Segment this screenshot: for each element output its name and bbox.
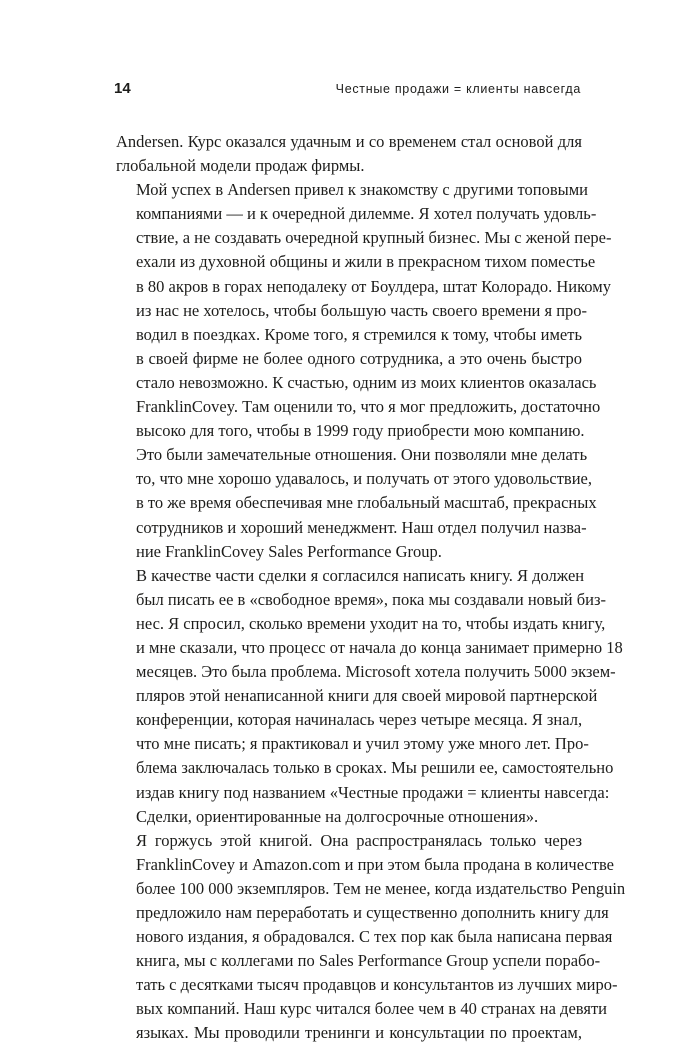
text-line: FranklinCovey и Amazon.com и при этом была продана в количестве <box>136 854 614 874</box>
text-line: ехали из духовной общины и жили в прекрасном тихом поместье <box>136 252 596 272</box>
text-line: вых компаний. Наш курс читался более чем в 40 странах на девяти <box>136 999 607 1019</box>
text-line: языках. Мы проводили тренинги и консультации по проектам, <box>136 1023 582 1043</box>
paragraph-3 <box>116 564 623 829</box>
text-line: в то же время обеспечивая мне глобальный масштаб, прекрасных <box>136 493 597 513</box>
text-line: нес. Я спросил, сколько времени уходит на то, чтобы издать книгу, <box>136 613 606 633</box>
text-line: книга, мы с коллегами по Sales Performance Group успели порабо- <box>136 951 601 971</box>
text-line: месяцев. Это была проблема. Microsoft хотела получить 5000 экзем- <box>136 662 616 682</box>
paragraph-4 <box>116 829 626 1046</box>
text-line: нового издания, я обрадовался. С тех пор как была написана первая <box>136 927 613 947</box>
text-line: Я горжусь этой книгой. Она распространялась только через <box>136 830 582 850</box>
text-line: стало невозможно. К счастью, одним из моих клиентов оказалась <box>136 372 597 392</box>
text-line: был писать ее в «свободное время», пока мы создавали новый биз- <box>136 589 607 609</box>
text-line: и мне сказали, что процесс от начала до конца занимает примерно 18 <box>136 637 623 657</box>
text-line: Мой успех в Andersen привел к знакомству с другими топовыми <box>136 180 589 200</box>
text-line: в своей фирме не более одного сотрудника, а это очень быстро <box>136 348 582 368</box>
text-line: сотрудников и хороший менеджмент. Наш отдел получил назва- <box>136 517 587 537</box>
text-line: в 80 акров в горах неподалеку от Боулдера, штат Колорадо. Никому <box>136 276 611 296</box>
text-line: блема заключалась только в сроках. Мы решили ее, самостоятельно <box>136 758 614 778</box>
text-line: FranklinCovey. Там оценили то, что я мог предложить, достаточно <box>136 397 601 417</box>
paragraph-2 <box>116 178 612 564</box>
page-number: 14 <box>114 80 131 97</box>
text-line: ствие, а не создавать очередной крупный бизнес. Мы с женой пере- <box>136 228 612 248</box>
text-line: из нас не хотелось, чтобы большую часть своего времени я про- <box>136 300 588 320</box>
text-line: Andersen. Курс оказался удачным и со временем стал основой для <box>116 132 582 151</box>
text-line: что мне писать; я практиковал и учил этому уже много лет. Про- <box>136 734 589 754</box>
text-line: В качестве части сделки я согласился написать книгу. Я должен <box>136 565 585 585</box>
text-line: высоко для того, чтобы в 1999 году приобрести мою компанию. <box>136 421 585 441</box>
text-line: глобальной модели продаж фирмы. <box>116 156 365 176</box>
text-line: то, что мне хорошо удавалось, и получать от этого удовольствие, <box>136 469 593 489</box>
text-line: компаниями — и к очередной дилемме. Я хотел получать удовль- <box>136 204 597 224</box>
text-line: ние FranklinCovey Sales Performance Group. <box>136 541 442 561</box>
text-line: Сделки, ориентированные на долгосрочные отношения». <box>136 806 539 826</box>
body-text <box>116 130 626 1046</box>
text-line: предложило нам переработать и существенно дополнить книгу для <box>136 903 609 922</box>
running-header-title: Честные продажи = клиенты навсегда <box>335 82 581 96</box>
text-line: тать с десятками тысяч продавцов и консультантов из лучших миро- <box>136 975 618 995</box>
paragraph-1 <box>116 130 582 178</box>
text-line: Это были замечательные отношения. Они позволяли мне делать <box>136 445 588 465</box>
text-line: издав книгу под названием «Честные продажи = клиенты навсегда: <box>136 782 610 802</box>
text-line: более 100 000 экземпляров. Тем не менее, когда издательство Penguin <box>136 878 626 898</box>
text-line: водил в поездках. Кроме того, я стремился к тому, чтобы иметь <box>136 324 582 344</box>
text-line: конференции, которая начиналась через четыре месяца. Я знал, <box>136 710 583 730</box>
text-line: пляров этой ненаписанной книги для своей мировой партнерской <box>136 686 598 706</box>
